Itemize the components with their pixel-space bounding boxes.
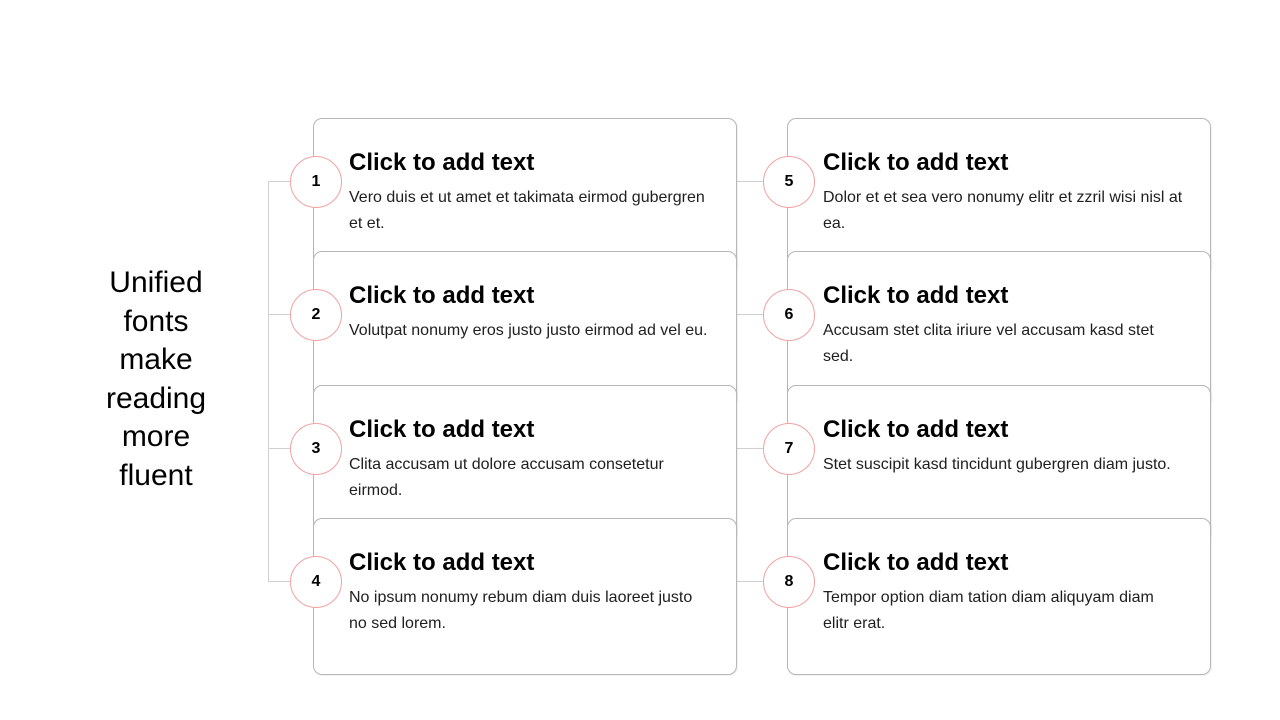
number-badge-1	[290, 156, 342, 208]
number-badge-8	[763, 556, 815, 608]
number-badge-7	[763, 423, 815, 475]
card-body[interactable]: Vero duis et ut amet et takimata eirmod gubergren et et.	[349, 189, 705, 232]
number-badge-4	[290, 556, 342, 608]
card-heading[interactable]: Click to add text	[823, 416, 1009, 443]
number-label: 8	[784, 573, 794, 590]
number-badge-6	[763, 289, 815, 341]
card-heading[interactable]: Click to add text	[823, 149, 1009, 176]
connector-branch-6	[735, 314, 764, 315]
connector-trunk	[268, 181, 269, 582]
card-body[interactable]: Volutpat nonumy eros justo justo eirmod ad vel eu.	[349, 322, 708, 339]
number-badge-3	[290, 423, 342, 475]
number-label: 6	[784, 306, 794, 323]
card-body[interactable]: Stet suscipit kasd tincidunt gubergren diam justo.	[823, 456, 1171, 473]
card-heading[interactable]: Click to add text	[349, 416, 535, 443]
connector-branch-1	[268, 181, 291, 182]
card-heading[interactable]: Click to add text	[349, 282, 535, 309]
card-heading[interactable]: Click to add text	[349, 149, 535, 176]
text-card-8[interactable]	[784, 518, 1211, 675]
number-label: 4	[311, 573, 321, 590]
slide-title[interactable]: Unified fonts make reading more fluent	[105, 266, 207, 492]
number-label: 5	[784, 173, 794, 190]
card-heading[interactable]: Click to add text	[823, 282, 1009, 309]
card-heading[interactable]: Click to add text	[349, 549, 535, 576]
connector-branch-5	[735, 181, 764, 182]
number-label: 2	[311, 306, 321, 323]
number-badge-2	[290, 289, 342, 341]
number-label: 7	[784, 440, 794, 457]
connector-branch-7	[735, 448, 764, 449]
number-label: 1	[311, 173, 321, 190]
number-label: 3	[311, 440, 321, 457]
connector-branch-2	[268, 314, 291, 315]
card-body[interactable]: No ipsum nonumy rebum diam duis laoreet justo no sed lorem.	[349, 589, 693, 632]
text-card-4[interactable]	[313, 518, 737, 675]
connector-branch-8	[735, 581, 764, 582]
connector-branch-3	[268, 448, 291, 449]
card-body[interactable]: Clita accusam ut dolore accusam consetetur eirmod.	[349, 456, 664, 499]
card-heading[interactable]: Click to add text	[823, 549, 1009, 576]
connector-branch-4	[268, 581, 291, 582]
card-body[interactable]: Tempor option diam tation diam aliquyam diam elitr erat.	[823, 589, 1154, 632]
card-body[interactable]: Dolor et et sea vero nonumy elitr et zzril wisi nisl at ea.	[823, 189, 1183, 232]
number-badge-5	[763, 156, 815, 208]
card-body[interactable]: Accusam stet clita iriure vel accusam kasd stet sed.	[823, 322, 1154, 365]
